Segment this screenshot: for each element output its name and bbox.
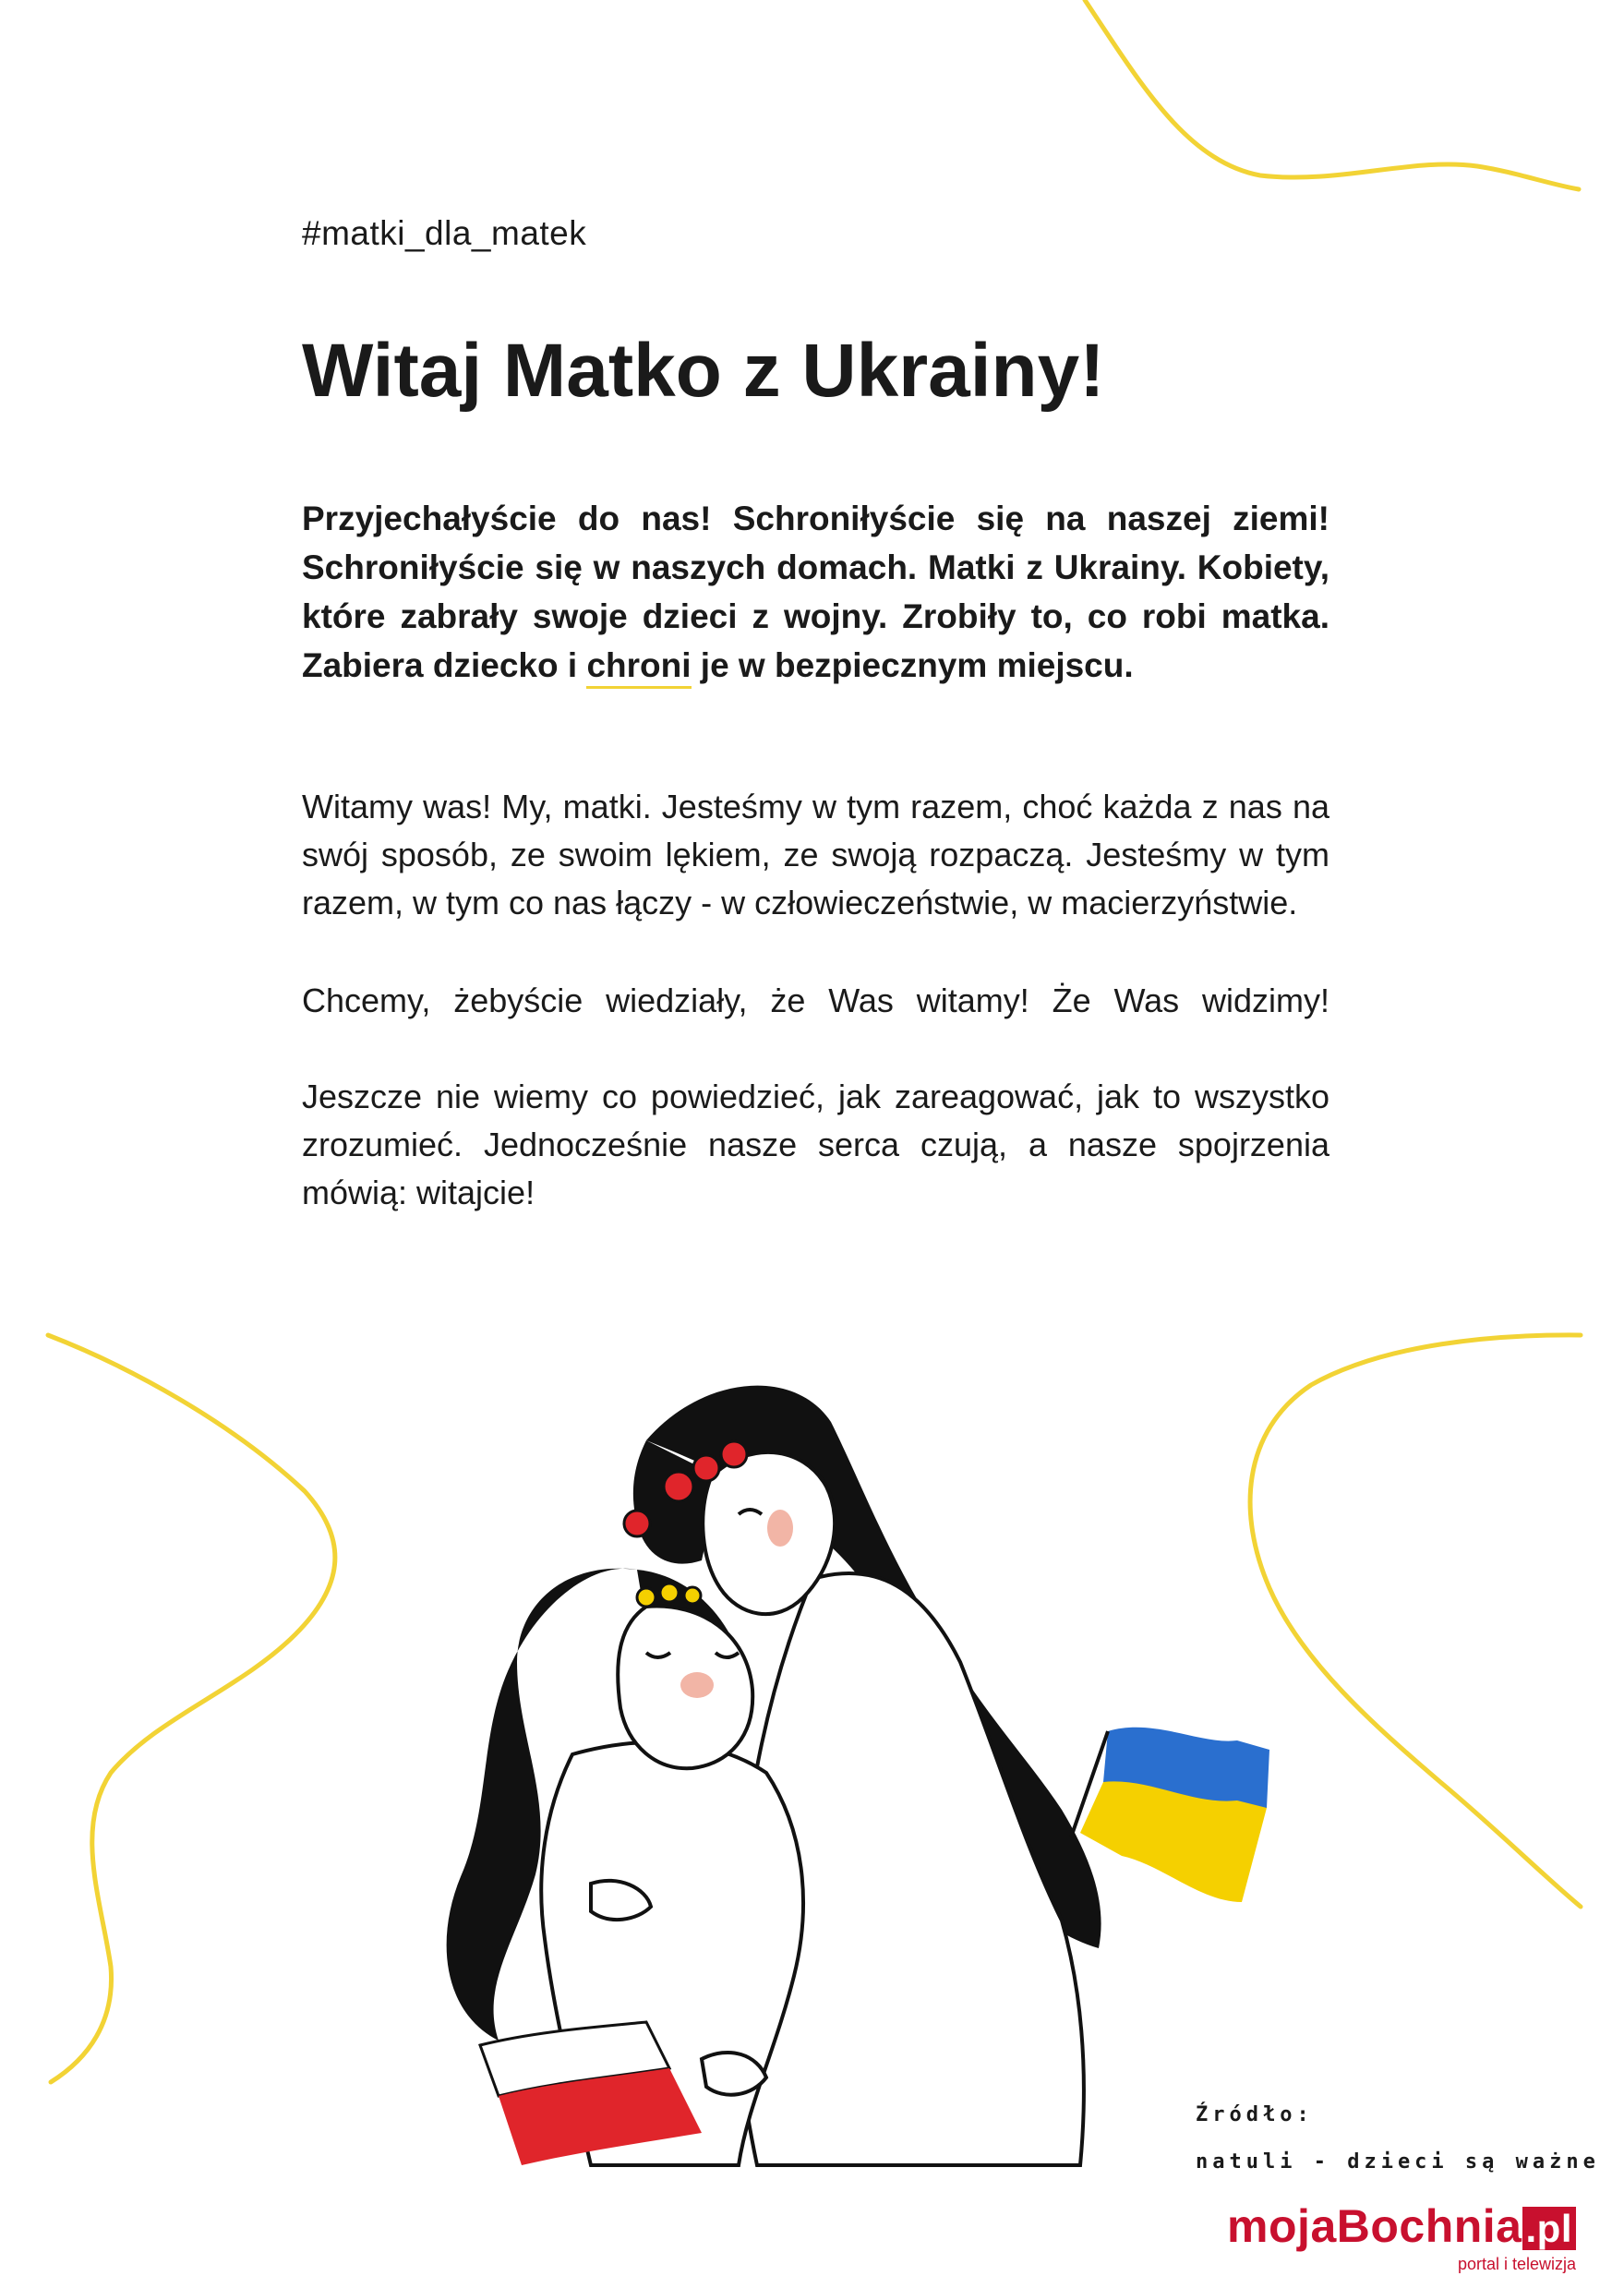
- lead-highlight-word: chroni: [586, 646, 691, 689]
- brand-suffix: .pl: [1522, 2207, 1577, 2250]
- source-label: Źródło:: [1196, 2103, 1314, 2126]
- brand-watermark: [1227, 2200, 1576, 2274]
- source-credit: [1196, 2091, 1600, 2186]
- lead-text-end: je w bezpiecznym miejscu.: [691, 646, 1134, 684]
- mothers-embrace-illustration: [0, 1357, 1624, 2170]
- body-paragraph-1: Witamy was! My, matki. Jesteśmy w tym razem, choć każda z nas na swój sposób, ze swoim lękiem, ze swoją rozpaczą. Jesteśmy w tym razem, w tym co nas łączy - w człowieczeństwie, w macierzyństwie.: [302, 788, 1329, 921]
- brand-logo-text: [1227, 2200, 1576, 2252]
- page-title: Witaj Matko z Ukrainy!: [302, 329, 1105, 413]
- body-paragraph-2: Chcemy, żebyście wiedziały, że Was witamy! Że Was widzimy!: [302, 981, 1329, 1019]
- lead-paragraph: [302, 494, 1329, 690]
- brand-tagline: portal i telewizja: [1457, 2255, 1576, 2273]
- red-flower: [664, 1472, 693, 1501]
- source-name: natuli - dzieci są ważne: [1196, 2150, 1600, 2174]
- brand-name: mojaBochnia: [1227, 2200, 1522, 2252]
- lead-text-start: Przyjechałyście do nas! Schroniłyście się na naszej ziemi! Schroniłyście się w naszych domach. Matki z Ukrainy. Kobiety, które zabrały swoje dzieci z wojny. Zrobiły to, co robi matka. Zabiera dziecko i: [302, 500, 1329, 684]
- yellow-flower: [637, 1588, 656, 1607]
- hashtag: #matki_dla_matek: [302, 214, 587, 252]
- body-paragraph-3: Jeszcze nie wiemy co powiedzieć, jak zareagować, jak to wszystko zrozumieć. Jednocześnie nasze serca czują, a nasze spojrzenia mówią: witajcie!: [302, 1078, 1329, 1211]
